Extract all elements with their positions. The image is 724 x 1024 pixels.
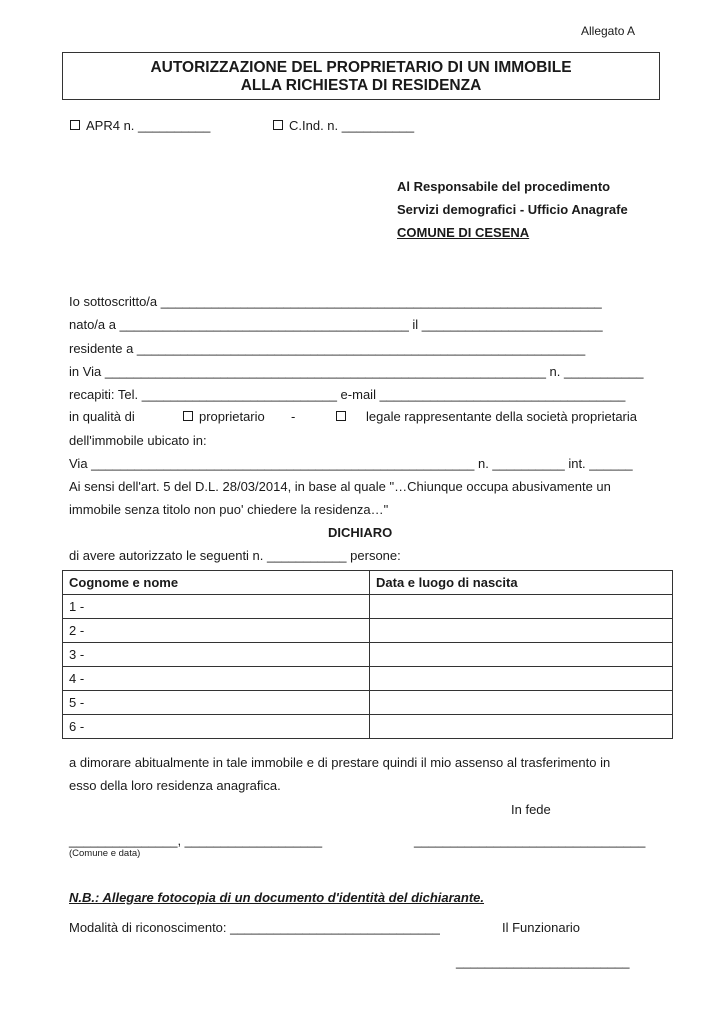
nato-field[interactable]: nato/a a ________________________________________ il _________________________ <box>69 317 603 332</box>
row-birth-cell[interactable] <box>370 667 673 691</box>
qualita-proprietario-option[interactable] <box>183 409 265 424</box>
comune-data-field[interactable]: _______________, ___________________ <box>69 833 323 848</box>
table-row <box>63 715 673 739</box>
apr4-field[interactable] <box>70 118 210 133</box>
immobile-ubicato-label: dell'immobile ubicato in: <box>69 433 207 448</box>
document-title-line1: AUTORIZZAZIONE DEL PROPRIETARIO DI UN IMMOBILE <box>150 59 572 76</box>
recapiti-field[interactable]: recapiti: Tel. ___________________________ e-mail __________________________________ <box>69 387 626 402</box>
apr4-label: APR4 n. __________ <box>86 118 211 133</box>
cind-checkbox[interactable] <box>273 120 283 130</box>
apr4-checkbox[interactable] <box>70 120 80 130</box>
residente-field[interactable]: residente a ______________________________________________________________ <box>69 341 586 356</box>
table-row <box>63 619 673 643</box>
closing-line1: a dimorare abitualmente in tale immobile e di prestare quindi il mio assenso al trasferimento in <box>69 755 611 770</box>
in-fede-label: In fede <box>511 802 551 817</box>
closing-line2: esso della loro residenza anagrafica. <box>69 778 281 793</box>
row-index[interactable]: 5 - <box>63 691 370 715</box>
ai-sensi-line2: immobile senza titolo non puo' chiedere la residenza…" <box>69 502 389 517</box>
document-title-line2: ALLA RICHIESTA DI RESIDENZA <box>240 77 482 94</box>
qualita-dash: - <box>291 409 296 424</box>
row-index[interactable]: 2 - <box>63 619 370 643</box>
autorizzato-field[interactable]: di avere autorizzato le seguenti n. ___________ persone: <box>69 548 401 563</box>
via-field[interactable]: in Via _____________________________________________________________ n. ___________ <box>69 364 644 379</box>
table-header-row <box>63 571 673 595</box>
table-row <box>63 595 673 619</box>
funzionario-label: Il Funzionario <box>502 920 581 935</box>
cind-label: C.Ind. n. __________ <box>289 118 415 133</box>
row-birth-cell[interactable] <box>370 643 673 667</box>
modalita-field[interactable]: Modalità di riconoscimento: _____________________________ <box>69 920 440 935</box>
row-birth-cell[interactable] <box>370 595 673 619</box>
dichiaro-heading: DICHIARO <box>328 525 393 540</box>
ai-sensi-line1: Ai sensi dell'art. 5 del D.L. 28/03/2014, in base al quale "…Chiunque occupa abusivamente un <box>69 479 611 494</box>
row-index[interactable]: 4 - <box>63 667 370 691</box>
table-row <box>63 643 673 667</box>
legale-label: legale rappresentante della società proprietaria <box>366 409 638 424</box>
row-index[interactable]: 6 - <box>63 715 370 739</box>
row-birth-cell[interactable] <box>370 715 673 739</box>
persons-table <box>62 570 673 739</box>
recipient-line3: COMUNE DI CESENA <box>397 225 530 240</box>
funzionario-signature-line[interactable]: ________________________ <box>456 954 630 969</box>
proprietario-checkbox[interactable] <box>183 411 193 421</box>
recipient-line2: Servizi demografici - Ufficio Anagrafe <box>397 202 628 217</box>
header-cognome-nome: Cognome e nome <box>63 571 370 595</box>
comune-data-caption: (Comune e data) <box>69 848 141 859</box>
qualita-lead: in qualità di <box>69 409 135 424</box>
row-index[interactable]: 1 - <box>63 595 370 619</box>
table-row <box>63 667 673 691</box>
row-index[interactable]: 3 - <box>63 643 370 667</box>
via2-field[interactable]: Via _____________________________________________________ n. __________ int. ______ <box>69 456 633 471</box>
nb-note: N.B.: Allegare fotocopia di un documento d'identità del dichiarante. <box>69 890 485 905</box>
signature-line[interactable]: ________________________________ <box>414 833 646 848</box>
row-birth-cell[interactable] <box>370 691 673 715</box>
recipient-line1: Al Responsabile del procedimento <box>397 179 611 194</box>
header-data-luogo: Data e luogo di nascita <box>370 571 673 595</box>
cind-field[interactable] <box>273 118 414 133</box>
row-birth-cell[interactable] <box>370 619 673 643</box>
proprietario-label: proprietario <box>199 409 265 424</box>
table-row <box>63 691 673 715</box>
qualita-legale-option[interactable] <box>336 409 637 424</box>
sottoscritto-field[interactable]: Io sottoscritto/a _____________________________________________________________ <box>69 294 602 309</box>
allegato-label: Allegato A <box>581 24 636 38</box>
legale-checkbox[interactable] <box>336 411 346 421</box>
document-title-box <box>62 52 660 100</box>
